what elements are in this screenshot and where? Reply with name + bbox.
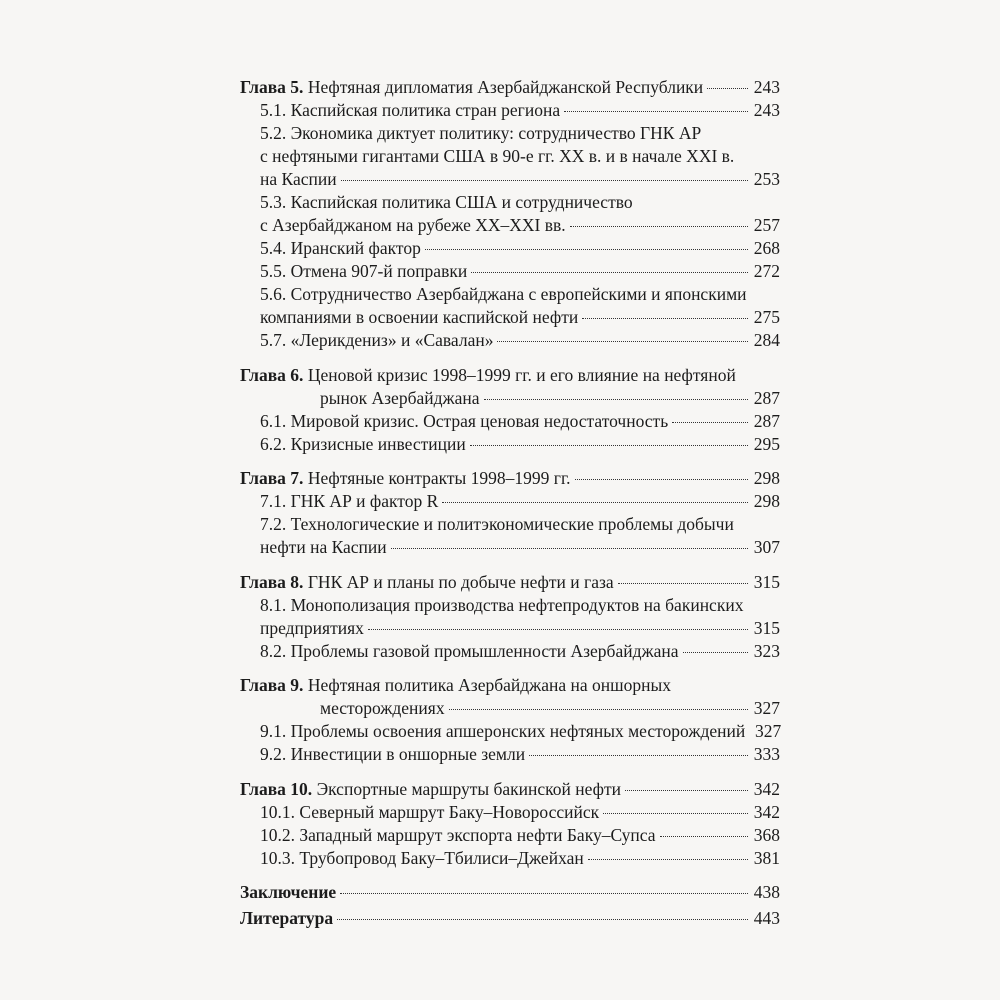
toc-entry-line [260,283,780,306]
dot-leader [497,341,748,342]
toc-entry-line [260,640,780,663]
toc-entry-line [260,617,780,640]
entry-title: 5.1. Каспийская политика стран региона [260,100,561,120]
toc-entry-text [260,306,578,329]
dot-leader [618,583,748,584]
toc-entry-text [260,536,387,559]
toc-entry-text [260,168,337,191]
dot-leader [570,226,748,227]
toc-entry-line [260,490,780,513]
entry-title: 5.3. Каспийская политика США и сотрудничество [260,192,633,212]
toc-entry-text [260,122,701,145]
toc-entry-line [320,697,780,720]
entry-title: месторождениях [320,698,445,718]
dot-leader [529,755,748,756]
entry-title: 9.1. Проблемы освоения апшеронских нефтяных месторождений [260,721,746,741]
entry-title: с нефтяными гигантами США в 90-е гг. XX в. и в начале XXI в. [260,146,735,166]
toc-entry-line [260,99,780,122]
toc-entry-line [260,122,780,145]
page-number: 381 [753,847,780,868]
page-number: 243 [753,100,780,120]
toc-entry-line [260,214,780,237]
page-number: 368 [753,824,780,845]
toc-entry-line [260,536,780,559]
entry-title: рынок Азербайджана [320,387,480,408]
toc-entry-text [260,145,734,168]
toc-entry-text [320,697,445,720]
dot-leader [470,445,748,446]
toc-entry-text [240,571,614,594]
toc-entry-line [260,168,780,191]
entry-title: Нефтяная политика Азербайджана на оншорных [307,675,672,695]
toc-entry-line [260,306,780,329]
entry-title: Нефтяные контракты 1998–1999 гг. [307,468,571,488]
toc-entry-text [260,847,584,870]
toc-entry-line [240,571,780,594]
dot-leader [588,859,748,860]
toc-entry-text [320,387,480,410]
chapter-label: Заключение [240,882,337,902]
dot-leader [368,629,748,630]
dot-leader [391,548,748,549]
dot-leader [449,709,748,710]
entry-title: 5.6. Сотрудничество Азербайджана с европейскими и японскими [260,284,747,304]
toc-entry-line [240,907,780,930]
chapter-label: Глава 6. [240,364,304,385]
toc-entry-text [260,99,560,122]
entry-title: 6.2. Кризисные инвестиции [260,433,466,454]
page-number: 342 [753,778,780,799]
entry-title: 8.2. Проблемы газовой промышленности Азербайджана [260,640,679,661]
page-number: 298 [753,491,780,511]
toc-entry-text [260,260,467,283]
toc-entry-line [320,387,780,410]
toc-entry-text [260,743,525,766]
toc-entry-text [260,191,633,214]
toc-entry-line [260,329,780,352]
toc-entry-text [260,410,668,433]
page-number: 287 [753,387,780,408]
chapter-label: Глава 9. [240,675,304,695]
entry-title: 10.2. Западный маршрут экспорта нефти Баку–Супса [260,824,656,845]
entry-title: Экспортные маршруты бакинской нефти [316,778,621,799]
dot-leader [425,249,748,250]
dot-leader [582,318,748,319]
page-number: 275 [753,307,780,327]
page-number: 307 [753,537,780,557]
toc-entry-text [260,824,656,847]
toc-entry-text [260,237,421,260]
page-number: 333 [753,744,780,764]
toc-entry-line [260,824,780,847]
toc-entry-text [260,801,599,824]
page-number: 295 [753,433,780,454]
entry-title: 7.2. Технологические и политэкономические проблемы добычи [260,514,734,534]
entry-title: 6.1. Мировой кризис. Острая ценовая недостаточность [260,410,669,431]
entry-title: 5.4. Иранский фактор [260,238,421,258]
toc-entry-text [260,214,566,237]
toc-entry-line [260,260,780,283]
toc-entry-text [260,513,734,536]
page-number: 298 [753,468,780,488]
entry-title: 10.3. Трубопровод Баку–Тбилиси–Джейхан [260,847,584,868]
entry-title: предприятиях [260,617,364,638]
page-number: 272 [753,261,780,281]
toc-entry-line [260,801,780,824]
entry-title: Ценовой кризис 1998–1999 гг. и его влияние на нефтяной [307,364,736,385]
dot-leader [340,893,748,894]
entry-title: 8.1. Монополизация производства нефтепродуктов на бакинских [260,594,744,615]
toc-entry-text [240,467,571,490]
toc-entry-line [260,720,780,743]
toc-entry-text [240,364,736,387]
page-number: 287 [753,410,780,431]
entry-title: Нефтяная дипломатия Азербайджанской Республики [307,77,704,97]
dot-leader [337,919,748,920]
page-number: 284 [753,330,780,350]
entry-title: 5.2. Экономика диктует политику: сотрудничество ГНК АР [260,123,702,143]
chapter-label: Глава 5. [240,77,304,97]
entry-title: 7.1. ГНК АР и фактор R [260,491,439,511]
page-number: 438 [753,882,780,902]
dot-leader [575,479,748,480]
toc-entry-line [260,237,780,260]
toc-entry-text [260,720,745,743]
toc-entry-line [260,410,780,433]
toc-entry-line [260,513,780,536]
toc-entry-text [240,907,333,930]
page-number: 257 [753,215,780,235]
dot-leader [442,502,748,503]
toc-entry-line [240,364,780,387]
entry-title: ГНК АР и планы по добыче нефти и газа [307,571,614,592]
toc-entry-line [240,778,780,801]
entry-title: 10.1. Северный маршрут Баку–Новороссийск [260,801,600,822]
entry-title: 5.7. «Лерикдениз» и «Савалан» [260,330,494,350]
dot-leader [660,836,748,837]
toc-entry-text [260,490,438,513]
entry-title: нефти на Каспии [260,537,387,557]
toc-entry-line [260,847,780,870]
toc-entry-text [240,881,336,904]
toc-entry-line [260,743,780,766]
entry-title: с Азербайджаном на рубеже XX–XXI вв. [260,215,566,235]
toc-entry-text [240,778,621,801]
chapter-label: Литература [240,908,334,929]
page-number: 327 [753,698,780,718]
toc-entry-line [260,433,780,456]
chapter-label: Глава 7. [240,468,304,488]
dot-leader [603,813,748,814]
toc-entry-text [260,640,679,663]
toc-entry-text [240,674,671,697]
page-number: 342 [753,801,780,822]
entry-title: 5.5. Отмена 907-й поправки [260,261,468,281]
toc-entry-line [260,191,780,214]
dot-leader [683,652,749,653]
page-number: 315 [753,571,780,592]
toc-entry-line [240,674,780,697]
entry-title: 9.2. Инвестиции в оншорные земли [260,744,526,764]
dot-leader [484,399,749,400]
page-number: 253 [753,169,780,189]
entry-title: компаниями в освоении каспийской нефти [260,307,579,327]
dot-leader [707,88,748,89]
page-number: 243 [753,77,780,97]
toc-entry-line [240,467,780,490]
toc-entry-text [260,617,364,640]
chapter-label: Глава 8. [240,571,304,592]
toc-entry-text [260,283,747,306]
toc-entry-text [260,594,743,617]
toc-entry-text [240,76,703,99]
page-number: 268 [753,238,780,258]
toc-entry-line [260,145,780,168]
toc-entry-line [240,881,780,904]
dot-leader [564,111,748,112]
page-number: 443 [753,908,780,929]
page-number: 315 [753,617,780,638]
dot-leader [471,272,748,273]
dot-leader [341,180,748,181]
dot-leader [625,790,748,791]
toc-entry-text [260,329,493,352]
toc-entry-line [260,594,780,617]
page-number: 327 [754,721,782,741]
toc-entry-line [240,76,780,99]
entry-title: на Каспии [260,169,337,189]
toc-entry-text [260,433,466,456]
chapter-label: Глава 10. [240,778,313,799]
dot-leader [672,422,748,423]
page-number: 323 [753,640,780,661]
